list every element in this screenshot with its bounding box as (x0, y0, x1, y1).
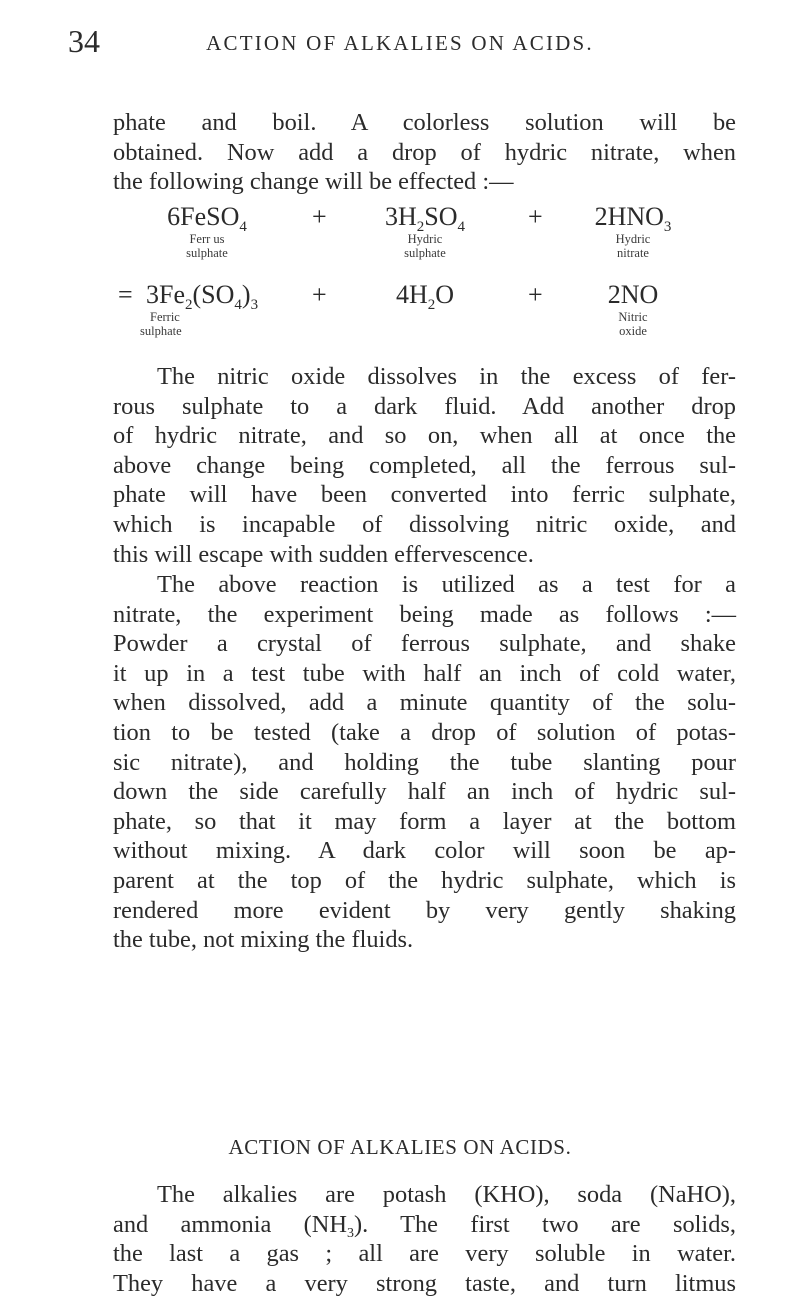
text-line: tion to be tested (take a drop of solution of potas- (113, 718, 736, 746)
plus-sign: + (312, 280, 327, 309)
text-line: The above reaction is utilized as a test for a (157, 571, 736, 598)
chemical-formula: 6FeSO$_4$ (167, 202, 247, 235)
alkalies-paragraph (113, 1180, 736, 1298)
text-line: rendered more evident by very gently shaking (113, 896, 736, 924)
text-line: Powder a crystal of ferrous sulphate, and shake (113, 630, 736, 658)
text-line: phate, so that it may form a layer at the bottom (113, 807, 736, 835)
text-line: without mixing. A dark color will soon be ap- (113, 837, 736, 865)
nitric-oxide-paragraph (113, 362, 736, 569)
formula-caption: sulphate (404, 246, 446, 260)
text-line: and ammonia $(NH_3)$. The first two are solids, (113, 1210, 736, 1241)
text-line: parent at the top of the hydric sulphate, which is (113, 866, 736, 894)
chemical-formula: $3H_2SO_4$ (384, 202, 466, 235)
text-line: when dissolved, add a minute quantity of the solu- (113, 689, 736, 717)
text-line: the following change will be effected :— (113, 168, 514, 196)
equation-row-reactants (0, 202, 800, 260)
text-line: The alkalies are potash (KHO), soda (NaHO), (157, 1181, 736, 1208)
chemical-formula: $2HNO_3$ (594, 202, 672, 235)
intro-paragraph (113, 108, 736, 197)
equation-row-products (0, 280, 800, 338)
text-line: obtained. Now add a drop of hydric nitrate, when (113, 138, 736, 166)
text-line: They have a very strong taste, and turn litmus (113, 1269, 736, 1297)
text-line: down the side carefully half an inch of hydric sul- (113, 778, 736, 806)
formula-caption: Hydric (407, 232, 443, 246)
formula-caption: nitrate (617, 246, 649, 260)
formula-caption: Ferr us (189, 232, 225, 246)
hydric-sulphate-term (340, 202, 510, 260)
formula-caption: Ferric (150, 310, 180, 324)
formula-caption: sulphate (186, 246, 228, 260)
ferrous-sulphate-term (122, 202, 292, 260)
equals-sign: = (118, 280, 133, 309)
text-line: above change being completed, all the ferrous sul- (113, 451, 736, 479)
running-head: ACTION OF ALKALIES ON ACIDS. (206, 31, 594, 55)
plus-sign: + (528, 280, 543, 309)
text-line: the last a gas ; all are very soluble in water. (113, 1240, 736, 1268)
section-heading: ACTION OF ALKALIES ON ACIDS. (228, 1135, 572, 1159)
text-line: of hydric nitrate, and so on, when all at once the (113, 422, 736, 450)
nitric-oxide-term (548, 280, 718, 338)
formula-caption: Hydric (615, 232, 651, 246)
text-line: nitrate, the experiment being made as follows :— (113, 600, 736, 628)
text-line: sic nitrate), and holding the tube slanting pour (113, 748, 736, 776)
plus-sign: + (312, 202, 327, 231)
nitrate-test-paragraph (113, 570, 736, 955)
text-line: the tube, not mixing the fluids. (113, 926, 414, 954)
plus-sign: + (528, 202, 543, 231)
text-line: phate will have been converted into ferric sulphate, (113, 481, 736, 509)
water-term (340, 280, 510, 313)
ferric-sulphate-term (140, 280, 300, 338)
text-line: which is incapable of dissolving nitric oxide, and (113, 510, 736, 538)
formula-caption: Nitric (618, 310, 648, 324)
chemical-formula: $3Fe_2(SO_4)_3$ (146, 280, 259, 313)
text-line: phate and boil. A colorless solution will be (113, 109, 736, 136)
chemical-formula: 2NO (607, 280, 659, 309)
text-line: rous sulphate to a dark fluid. Add another drop (113, 392, 736, 420)
page-number: 34 (68, 23, 100, 59)
chemical-formula: $4H_2O$ (395, 280, 455, 313)
text-line: it up in a test tube with half an inch of cold water, (113, 659, 736, 687)
formula-caption: sulphate (140, 324, 182, 338)
text-line: this will escape with sudden effervescence. (113, 540, 534, 568)
hydric-nitrate-term (548, 202, 718, 260)
text-line: The nitric oxide dissolves in the excess of fer- (157, 363, 736, 390)
formula-caption: oxide (619, 324, 647, 338)
